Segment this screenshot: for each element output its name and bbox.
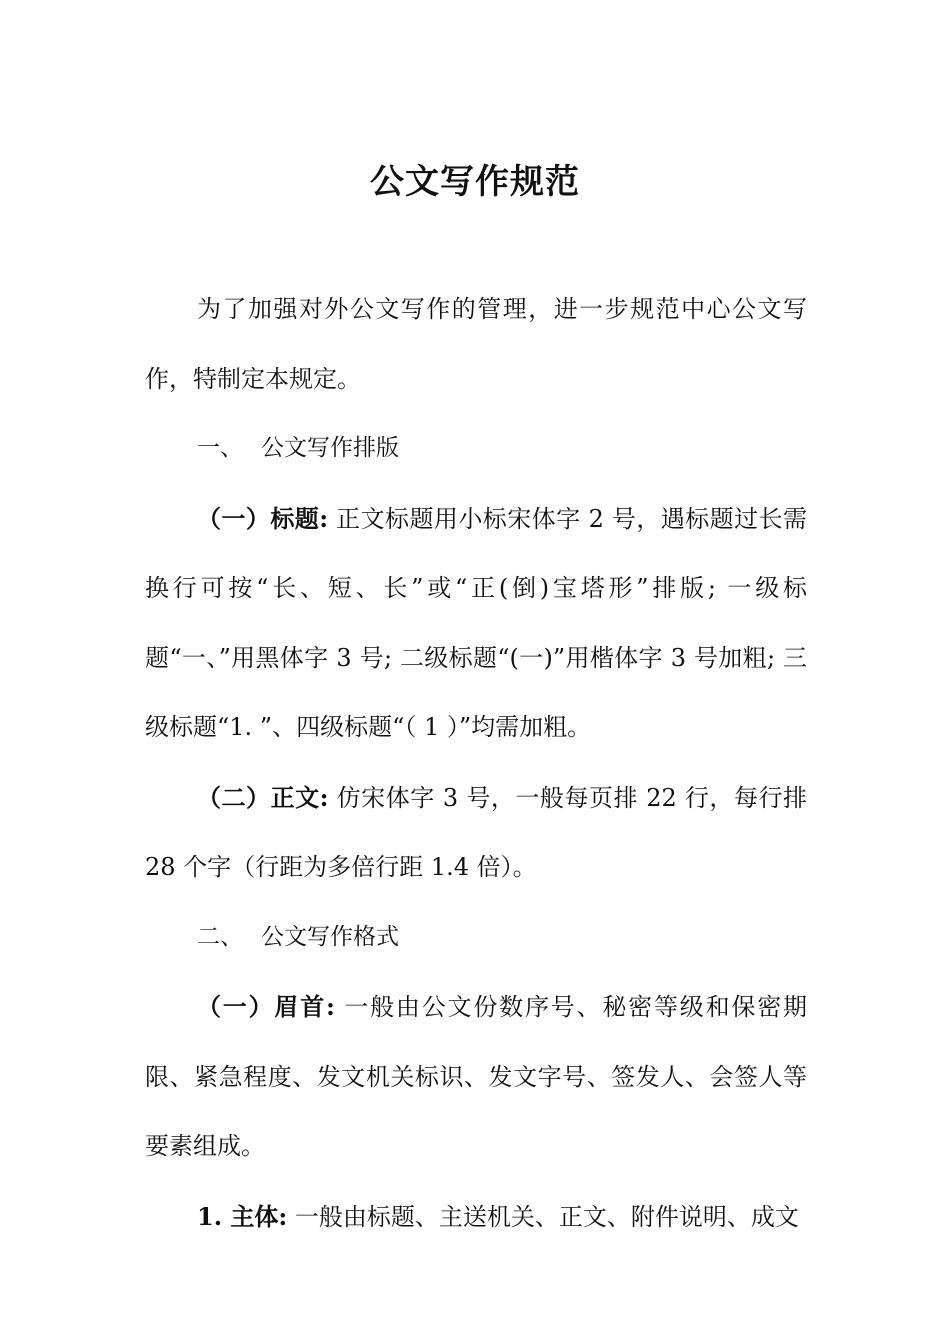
document-body bbox=[145, 275, 807, 1252]
section-2-item-2-lead: 1. 主体: bbox=[197, 1201, 288, 1231]
document-title: 公文写作规范 bbox=[370, 162, 580, 202]
section-1-item-1-text: 正文标题用小标宋体字 2 号，遇标题过长需换行可按“长、短、长”或“正(倒)宝塔形”排版; 一级标题“一、”用黑体字 3 号; 二级标题“(一)”用楷体字 3 号加粗; 三级标题“1. ”、四级标题“（ 1 ）”均需加粗。 bbox=[145, 504, 808, 741]
intro-paragraph: 为了加强对外公文写作的管理，进一步规范中心公文写作，特制定本规定。 bbox=[145, 295, 807, 393]
section-2-label: 公文写作格式 bbox=[261, 923, 399, 950]
section-2-item-1 bbox=[145, 972, 807, 1182]
section-2-item-2 bbox=[145, 1182, 807, 1253]
section-1-item-1-lead: （一）标题: bbox=[197, 503, 329, 533]
section-2-number: 二、 bbox=[197, 923, 243, 950]
section-1-item-1 bbox=[145, 484, 807, 763]
section-1-number: 一、 bbox=[197, 435, 243, 461]
section-1-label: 公文写作排版 bbox=[261, 435, 399, 461]
section-2-item-1-lead: （一）眉首: bbox=[197, 992, 335, 1021]
section-2-item-1-text: 一般由公文份数序号、秘密等级和保密期限、紧急程度、发文机关标识、发文字号、签发人、会签人等要素组成。 bbox=[145, 993, 807, 1160]
section-1-item-2-lead: （二）正文: bbox=[197, 782, 329, 812]
section-2-item-2-text: 一般由标题、主送机关、正文、附件说明、成文 bbox=[287, 1202, 799, 1231]
section-1-item-2 bbox=[145, 763, 807, 903]
section-1-item-2-text: 仿宋体字 3 号，一般每页排 22 行，每行排 28 个字（行距为多倍行距 1.4 倍）。 bbox=[145, 783, 808, 881]
section-1-heading bbox=[145, 414, 807, 484]
section-2-heading bbox=[145, 903, 807, 973]
